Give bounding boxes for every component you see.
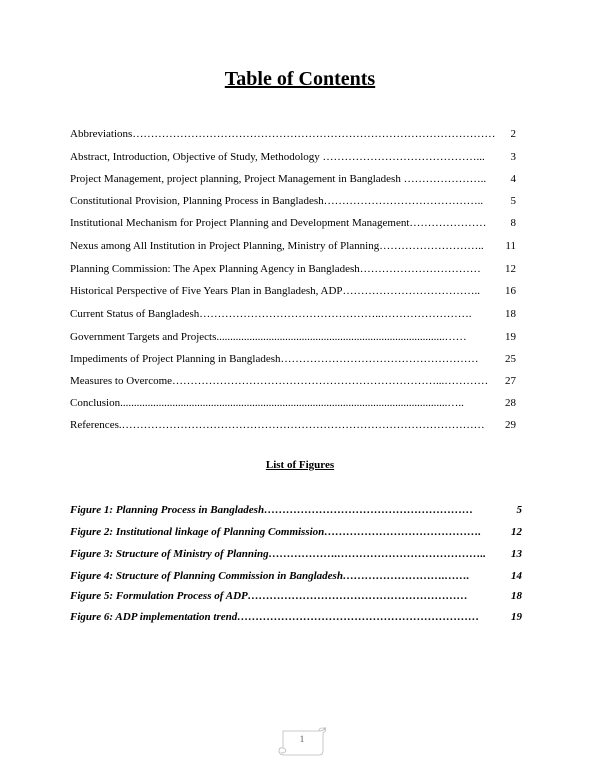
toc-entry-abstract — [70, 150, 516, 164]
figure-entry-5 — [70, 589, 522, 603]
toc-page-number: 19 — [505, 331, 516, 343]
toc-entry-measures — [70, 374, 516, 388]
toc-entry-government-targets — [70, 330, 516, 344]
figure-page-number: 5 — [516, 504, 522, 516]
toc-entry-text: Project Management, project planning, Project Management in Bangladesh ………………….. — [70, 173, 487, 185]
toc-page-number: 27 — [505, 375, 516, 387]
toc-page-number: 5 — [510, 195, 516, 207]
toc-page-number: 8 — [510, 217, 516, 229]
toc-entry-project-management — [70, 172, 516, 186]
figure-entry-text: Figure 6: ADP implementation trend………………………………………………………… — [70, 611, 480, 623]
figure-page-number: 13 — [511, 548, 522, 560]
toc-entry-text: Historical Perspective of Five Years Plan in Bangladesh, ADP……………………………….. — [70, 285, 481, 297]
toc-entry-planning-commission — [70, 262, 516, 276]
page-number-scroll — [275, 725, 329, 757]
toc-page-number: 29 — [505, 419, 516, 431]
toc-entry-abbreviations — [70, 127, 516, 141]
toc-entry-text: Impediments of Project Planning in Bangladesh……………………………………………… — [70, 353, 479, 365]
toc-page-number: 2 — [510, 128, 516, 140]
page-title: Table of Contents — [224, 68, 376, 90]
toc-entry-text: Current Status of Bangladesh…………………………………………..……………………. — [70, 308, 472, 320]
toc-entry-text: References.……………………………………………………………………………………… — [70, 419, 485, 431]
figure-entry-text: Figure 1: Planning Process in Bangladesh………………………………………………… — [70, 504, 474, 516]
toc-entry-text: Measures to Overcome………………………………………………………………...………… — [70, 375, 489, 387]
toc-entry-text: Abbreviations……………………………………………………………………………………… — [70, 128, 496, 140]
figure-page-number: 14 — [511, 570, 522, 582]
toc-entry-institutional-mechanism — [70, 216, 516, 230]
toc-entry-constitutional-provision — [70, 194, 516, 208]
figure-entry-2 — [70, 525, 522, 539]
figure-page-number: 18 — [511, 590, 522, 602]
figure-entry-text: Figure 4: Structure of Planning Commission in Bangladesh……………………….……. — [70, 570, 470, 582]
toc-page-number: 4 — [510, 173, 516, 185]
figures-heading: List of Figures — [265, 459, 335, 471]
figure-entry-text: Figure 5: Formulation Process of ADP…………………………………………………… — [70, 590, 468, 602]
toc-entry-references — [70, 418, 516, 432]
toc-page-number: 16 — [505, 285, 516, 297]
figure-page-number: 19 — [511, 611, 522, 623]
toc-entry-impediments — [70, 352, 516, 366]
figure-entry-text: Figure 3: Structure of Ministry of Planning……………….………………………………….. — [70, 548, 486, 560]
toc-page-number: 11 — [505, 240, 516, 252]
toc-entry-text: Government Targets and Projects...................................................................................…… — [70, 331, 467, 343]
toc-page-number: 12 — [505, 263, 516, 275]
toc-entry-conclusion — [70, 396, 516, 410]
toc-entry-text: Conclusion.......................................................................................................................….. — [70, 397, 464, 409]
toc-entry-text: Planning Commission: The Apex Planning Agency in Bangladesh…………………………… — [70, 263, 481, 275]
page-number: 1 — [299, 734, 305, 744]
toc-entry-text: Abstract, Introduction, Objective of Study, Methodology ……………………………………... — [70, 151, 485, 163]
toc-entry-nexus — [70, 239, 516, 253]
toc-page-number: 25 — [505, 353, 516, 365]
figure-entry-3 — [70, 547, 522, 561]
toc-entry-current-status — [70, 307, 516, 321]
figure-page-number: 12 — [511, 526, 522, 538]
figure-entry-6 — [70, 610, 522, 624]
figure-entry-text: Figure 2: Institutional linkage of Planning Commission……………………………………. — [70, 526, 482, 538]
toc-entry-text: Nexus among All Institution in Project Planning, Ministry of Planning……………………….. — [70, 240, 484, 252]
toc-entry-text: Institutional Mechanism for Project Planning and Development Management………………… — [70, 217, 487, 229]
figure-entry-4 — [70, 569, 522, 583]
figure-entry-1 — [70, 503, 522, 517]
toc-page-number: 3 — [510, 151, 516, 163]
toc-entry-text: Constitutional Provision, Planning Process in Bangladesh…………………………………….. — [70, 195, 484, 207]
toc-page-number: 28 — [505, 397, 516, 409]
toc-page-number: 18 — [505, 308, 516, 320]
toc-entry-historical-perspective — [70, 284, 516, 298]
